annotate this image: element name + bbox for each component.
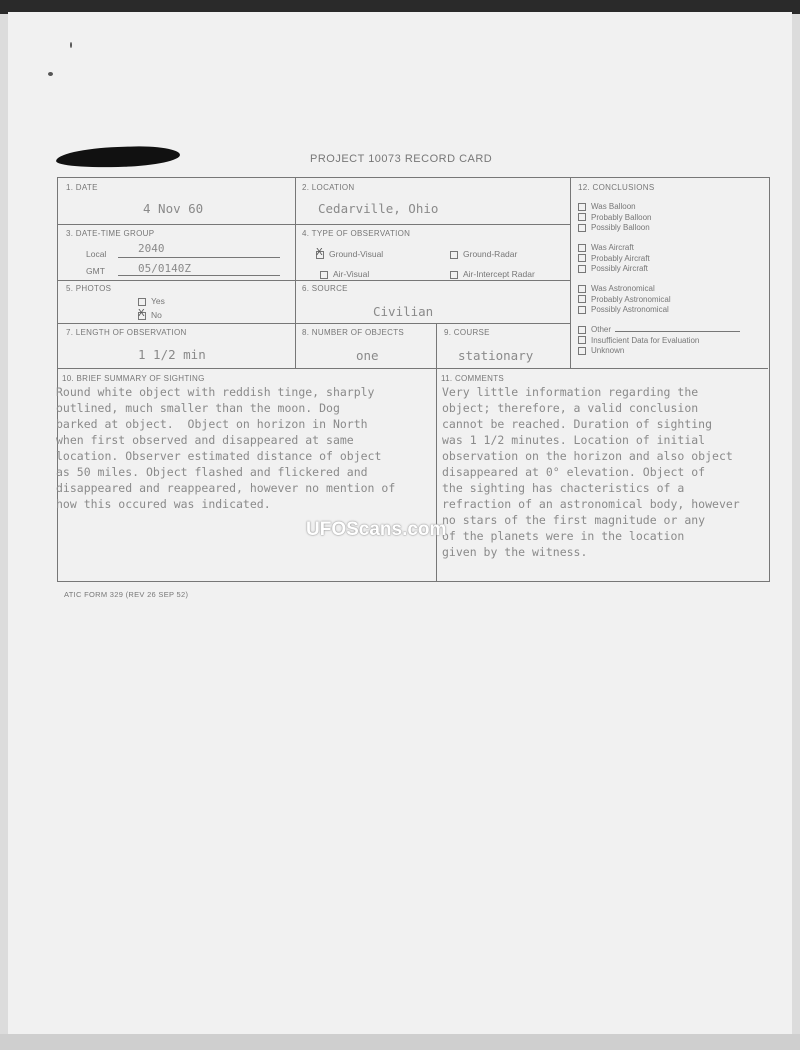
checkbox-icon	[578, 213, 586, 221]
dtg-local-value: 2040	[138, 242, 165, 255]
conclusion-option: Other	[578, 325, 740, 334]
type-ground-visual: X Ground-Visual	[316, 246, 384, 259]
checkbox-icon	[320, 271, 328, 279]
conclusion-option: Probably Astronomical	[578, 295, 671, 304]
photos-label: 5. PHOTOS	[66, 284, 112, 293]
comments-text	[442, 384, 740, 560]
conclusion-option: Insufficient Data for Evaluation	[578, 336, 699, 345]
comments-label: 11. COMMENTS	[441, 374, 505, 383]
scan-speck	[48, 72, 53, 76]
conclusion-option: Possibly Astronomical	[578, 305, 669, 314]
summary-line: outlined, much smaller than the moon. Dog	[56, 401, 340, 415]
summary-line: Round white object with reddish tinge, sharply	[56, 385, 375, 399]
comments-line: observation on the horizon and also object	[442, 449, 733, 463]
conclusion-option: Was Balloon	[578, 202, 636, 211]
conclusion-option: Possibly Balloon	[578, 223, 650, 232]
comments-line: object; therefore, a valid conclusion	[442, 401, 699, 415]
scan-bottom-edge	[0, 1034, 800, 1050]
checkbox-icon	[578, 336, 586, 344]
watermark: UFOScans.com	[306, 519, 447, 540]
date-label: 1. DATE	[66, 183, 98, 192]
dtg-gmt-label: GMT	[86, 266, 105, 276]
type-air-intercept-radar: Air-Intercept Radar	[450, 269, 535, 279]
source-value: Civilian	[373, 304, 434, 319]
number-value: one	[356, 348, 379, 363]
checkbox-icon	[578, 224, 586, 232]
conclusions-label: 12. CONCLUSIONS	[578, 183, 655, 192]
checkbox-icon	[578, 254, 586, 262]
photos-yes: Yes	[138, 296, 165, 306]
comments-line: cannot be reached. Duration of sighting	[442, 417, 713, 431]
conclusion-option: Was Astronomical	[578, 284, 655, 293]
checkbox-icon	[138, 298, 146, 306]
date-value: 4 Nov 60	[143, 201, 204, 216]
checkbox-icon	[578, 347, 586, 355]
type-label: 4. TYPE OF OBSERVATION	[302, 229, 411, 238]
number-label: 8. NUMBER OF OBJECTS	[302, 328, 405, 337]
source-label: 6. SOURCE	[302, 284, 348, 293]
comments-line: given by the witness.	[442, 545, 588, 559]
comments-line: was 1 1/2 minutes. Location of initial	[442, 433, 706, 447]
conclusion-option: Probably Balloon	[578, 213, 651, 222]
summary-text	[56, 384, 395, 512]
length-value: 1 1/2 min	[138, 347, 206, 362]
checkbox-icon	[578, 244, 586, 252]
form-id: ATIC FORM 329 (REV 26 SEP 52)	[64, 590, 189, 599]
conclusion-option: Unknown	[578, 346, 624, 355]
comments-line: Very little information regarding the	[442, 385, 699, 399]
checkbox-icon	[578, 285, 586, 293]
summary-line: how this occured was indicated.	[56, 497, 271, 511]
checkbox-icon	[450, 271, 458, 279]
card-title: PROJECT 10073 RECORD CARD	[310, 153, 493, 165]
comments-line: no stars of the first magnitude or any	[442, 513, 706, 527]
length-label: 7. LENGTH OF OBSERVATION	[66, 328, 187, 337]
scan-speck	[70, 42, 72, 48]
summary-line: location. Observer estimated distance of object	[56, 449, 382, 463]
summary-line: disappeared and reappeared, however no mention of	[56, 481, 396, 495]
summary-line: barked at object. Object on horizon in North	[56, 417, 368, 431]
checkbox-checked-icon: X	[138, 307, 145, 319]
checkbox-icon	[578, 295, 586, 303]
checkbox-icon	[450, 251, 458, 259]
checkbox-icon	[578, 306, 586, 314]
checkbox-icon	[578, 203, 586, 211]
conclusion-option: Probably Aircraft	[578, 254, 650, 263]
checkbox-checked-icon: X	[316, 246, 323, 258]
comments-line: of the planets were in the location	[442, 529, 685, 543]
checkbox-icon	[578, 326, 586, 334]
comments-line: disappeared at 0° elevation. Object of	[442, 465, 706, 479]
summary-line: when first observed and disappeared at same	[56, 433, 354, 447]
photos-no: X No	[138, 307, 162, 320]
type-ground-radar: Ground-Radar	[450, 249, 517, 259]
comments-line: the sighting has chacteristics of a	[442, 481, 685, 495]
checkbox-icon	[578, 265, 586, 273]
dtg-label: 3. DATE-TIME GROUP	[66, 229, 155, 238]
dtg-gmt-value: 05/0140Z	[138, 262, 191, 275]
conclusion-option: Was Aircraft	[578, 243, 634, 252]
summary-line: as 50 miles. Object flashed and flickered and	[56, 465, 368, 479]
type-air-visual: Air-Visual	[320, 269, 369, 279]
comments-line: refraction of an astronomical body, however	[442, 497, 740, 511]
course-label: 9. COURSE	[444, 328, 490, 337]
dtg-local-label: Local	[86, 249, 107, 259]
conclusion-option: Possibly Aircraft	[578, 264, 648, 273]
location-value: Cedarville, Ohio	[318, 201, 439, 216]
course-value: stationary	[458, 348, 534, 363]
location-label: 2. LOCATION	[302, 183, 355, 192]
summary-label: 10. BRIEF SUMMARY OF SIGHTING	[62, 374, 205, 383]
